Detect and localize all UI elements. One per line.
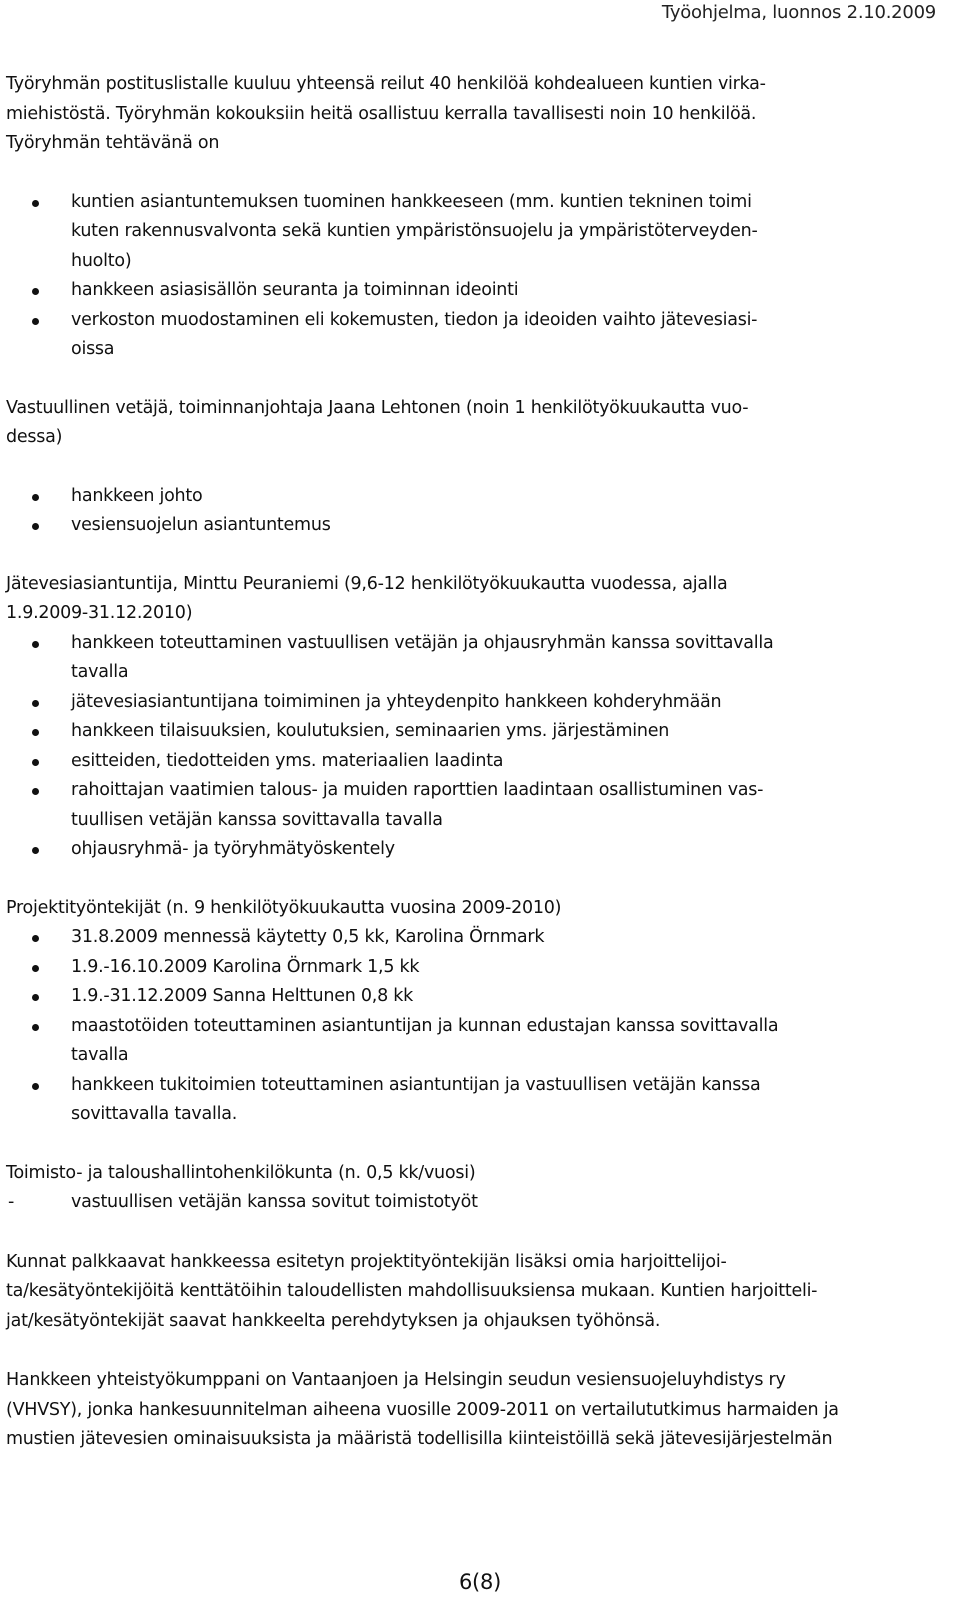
list-item <box>6 1012 936 1071</box>
text-line: Työryhmän postituslistalle kuuluu yhteensä reilut 40 henkilöä kohdealueen kuntien virka- <box>6 74 766 94</box>
bullet-icon <box>32 318 39 325</box>
text-line: 1.9.2009-31.12.2010) <box>6 603 193 623</box>
text-line: (VHVSY), jonka hankesuunnitelman aiheena vuosille 2009-2011 on vertailututkimus harmaiden ja <box>6 1399 839 1420</box>
text-line: hankkeen tilaisuuksien, koulutuksien, seminaarien yms. järjestäminen <box>71 721 670 741</box>
list-item <box>6 776 936 835</box>
project-workers-heading: Projektityöntekijät (n. 9 henkilötyökuukautta vuosina 2009-2010) <box>6 897 562 918</box>
list-item <box>6 717 936 747</box>
text-line: ta/kesätyöntekijöitä kenttätöihin taloudellisten mahdollisuuksiensa mukaan. Kuntien harjoitteli- <box>6 1281 818 1301</box>
text-line: tuullisen vetäjän kanssa sovittavalla tavalla <box>71 809 443 830</box>
text-line: kuten rakennusvalvonta sekä kuntien ympäristönsuojelu ja ympäristöterveyden- <box>71 221 758 241</box>
list-item <box>6 511 936 541</box>
bullet-icon <box>32 847 39 854</box>
document-header: Työohjelma, luonnos 2.10.2009 <box>661 2 936 23</box>
text-line: ohjausryhmä- ja työryhmätyöskentely <box>71 839 395 859</box>
trainees-paragraph <box>6 1248 936 1337</box>
bullet-icon <box>32 200 39 207</box>
text-line: dessa) <box>6 427 63 447</box>
page-number: 6(8) <box>458 1570 502 1594</box>
list-item <box>6 835 936 865</box>
text-line: 1.9.-31.12.2009 Sanna Helttunen 0,8 kk <box>71 986 414 1006</box>
list-item <box>6 688 936 718</box>
text-line: oissa <box>71 339 115 359</box>
bullet-icon <box>32 935 39 942</box>
dash-marker: - <box>8 1192 15 1212</box>
list-item <box>6 276 936 306</box>
text-line: miehistöstä. Työryhmän kokouksiin heitä osallistuu kerralla tavallisesti noin 10 henkilöä. <box>6 103 757 124</box>
text-line: hankkeen tukitoimien toteuttaminen asiantuntijan ja vastuullisen vetäjän kanssa <box>71 1074 761 1095</box>
list-item <box>6 923 936 953</box>
bullet-icon <box>32 965 39 972</box>
bullet-icon <box>32 641 39 648</box>
text-line: vesiensuojelun asiantuntemus <box>71 515 331 535</box>
list-item <box>6 482 936 512</box>
intro-paragraph <box>6 70 936 159</box>
bullet-icon <box>32 288 39 295</box>
expert-paragraph <box>6 570 936 629</box>
bullet-icon <box>32 494 39 501</box>
text-line: jat/kesätyöntekijät saavat hankkeelta perehdytyksen ja ohjauksen työhönsä. <box>6 1310 661 1331</box>
text-line: jätevesiasiantuntijana toimiminen ja yhteydenpito hankkeen kohderyhmään <box>71 691 722 712</box>
bullet-icon <box>32 1083 39 1090</box>
bullet-icon <box>32 523 39 530</box>
text-line: hankkeen johto <box>71 485 203 506</box>
text-line: Hankkeen yhteistyökumppani on Vantaanjoen ja Helsingin seudun vesiensuojeluyhdistys ry <box>6 1370 786 1390</box>
list-item <box>6 306 936 365</box>
partner-paragraph <box>6 1366 936 1455</box>
list-item <box>6 1188 936 1218</box>
text-line: verkoston muodostaminen eli kokemusten, tiedon ja ideoiden vaihto jätevesiasi- <box>71 309 758 330</box>
text-line: tavalla <box>71 1045 129 1065</box>
text-line: Jätevesiasiantuntija, Minttu Peuraniemi (9,6-12 henkilötyökuukautta vuodessa, ajalla <box>6 573 728 594</box>
list-item <box>6 982 936 1012</box>
text-line: vastuullisen vetäjän kanssa sovitut toimistotyöt <box>71 1192 478 1212</box>
task-list <box>6 188 936 365</box>
list-item <box>6 953 936 983</box>
text-line: mustien jätevesien ominaisuuksista ja määristä todellisilla kiinteistöillä sekä jätevesijärjestelmän <box>6 1429 833 1449</box>
text-line: sovittavalla tavalla. <box>71 1104 238 1124</box>
text-line: rahoittajan vaatimien talous- ja muiden raporttien laadintaan osallistuminen vas- <box>71 780 764 800</box>
text-line: hankkeen asiasisällön seuranta ja toiminnan ideointi <box>71 280 519 300</box>
list-item <box>6 747 936 777</box>
bullet-icon <box>32 1024 39 1031</box>
text-line: huolto) <box>71 250 132 271</box>
text-line: Työryhmän tehtävänä on <box>6 133 220 153</box>
text-line: Vastuullinen vetäjä, toiminnanjohtaja Jaana Lehtonen (noin 1 henkilötyökuukautta vuo- <box>6 397 749 418</box>
bullet-icon <box>32 729 39 736</box>
project-workers-list <box>6 923 936 1130</box>
text-line: Kunnat palkkaavat hankkeessa esitetyn projektityöntekijän lisäksi omia harjoittelijoi- <box>6 1251 727 1272</box>
document-body <box>6 70 936 1455</box>
leader-list <box>6 482 936 541</box>
text-line: esitteiden, tiedotteiden yms. materiaalien laadinta <box>71 750 504 771</box>
list-item <box>6 1071 936 1130</box>
text-line: tavalla <box>71 662 129 682</box>
text-line: maastotöiden toteuttaminen asiantuntijan ja kunnan edustajan kanssa sovittavalla <box>71 1015 779 1036</box>
text-line: hankkeen toteuttaminen vastuullisen vetäjän ja ohjausryhmän kanssa sovittavalla <box>71 632 774 653</box>
bullet-icon <box>32 788 39 795</box>
list-item <box>6 188 936 277</box>
text-line: kuntien asiantuntemuksen tuominen hankkeeseen (mm. kuntien tekninen toimi <box>71 191 752 212</box>
text-line: 31.8.2009 mennessä käytetty 0,5 kk, Karolina Örnmark <box>71 927 545 947</box>
leader-paragraph <box>6 394 936 453</box>
list-item <box>6 629 936 688</box>
bullet-icon <box>32 759 39 766</box>
bullet-icon <box>32 994 39 1001</box>
office-list <box>6 1188 936 1218</box>
bullet-icon <box>32 700 39 707</box>
office-heading: Toimisto- ja taloushallintohenkilökunta (n. 0,5 kk/vuosi) <box>6 1162 476 1183</box>
expert-list <box>6 629 936 865</box>
text-line: 1.9.-16.10.2009 Karolina Örnmark 1,5 kk <box>71 956 420 977</box>
